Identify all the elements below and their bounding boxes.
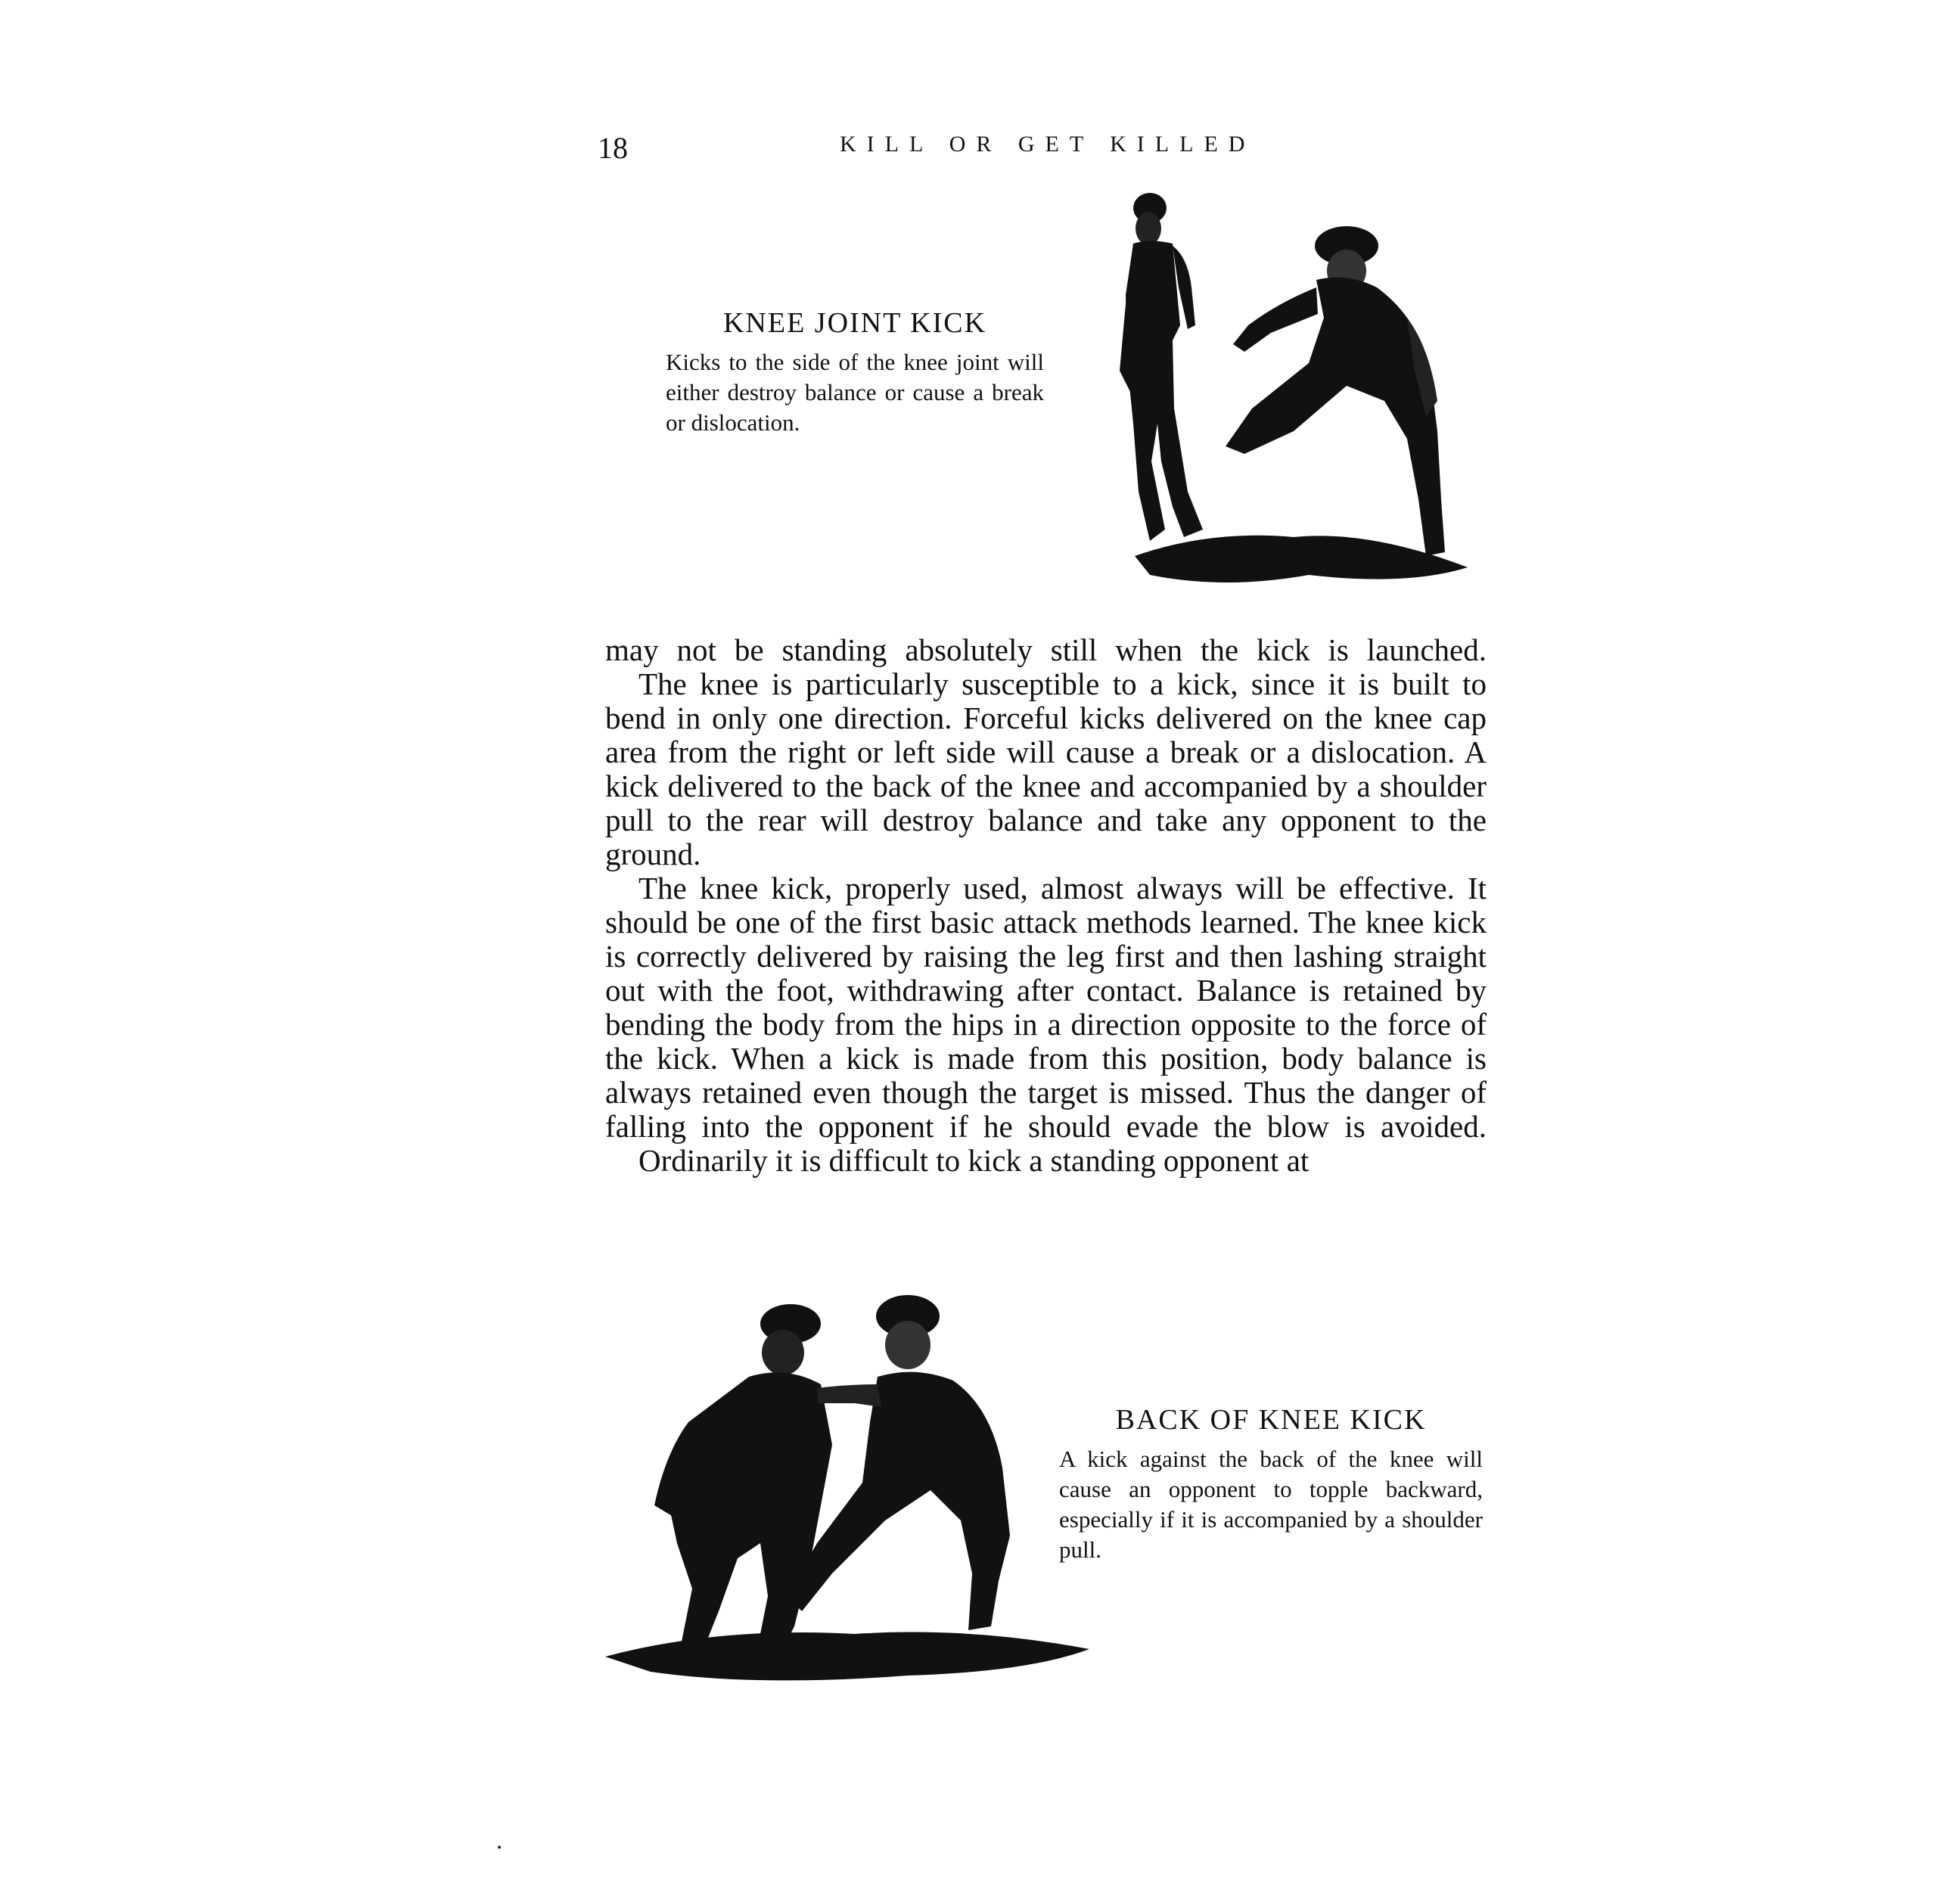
knee-joint-kick-illustration: [1120, 174, 1475, 605]
paragraph: Ordinarily it is difficult to kick a standing opponent at: [638, 1143, 1310, 1178]
running-head: [598, 130, 1490, 175]
running-title: KILL OR GET KILLED: [840, 132, 1256, 157]
paragraph: The knee is particularly susceptible to a kick, since it is built to bend in only one direction. Forceful kicks delivered on the knee cap area from the right or left side will cause a break or a dislocation. A kick delivered to the back of the knee and accompanied by a shoulder pull to the rear will destroy balance and take any opponent to the ground.: [605, 666, 1487, 871]
figure-caption-text: A kick against the back of the knee will cause an opponent to topple backward, especially if it is accompanied by a shoulder pull.: [1059, 1446, 1483, 1563]
back-of-knee-kick-illustration: [605, 1294, 1097, 1717]
back-of-knee-kick-caption: [1059, 1403, 1483, 1565]
figure-title: KNEE JOINT KICK: [722, 307, 987, 339]
figure-caption-text: Kicks to the side of the knee joint will either destroy balance or cause a break or dislocation.: [666, 349, 1044, 436]
paragraph: may not be standing absolutely still when the kick is launched.: [605, 632, 1487, 667]
page-number: 18: [598, 131, 628, 165]
paragraph: The knee kick, properly used, almost always will be effective. It should be one of the first basic attack methods learned. The knee kick is correctly delivered by raising the leg first and then lashing straight out with the foot, withdrawing after contact. Balance is retained by bending the body from the hips in a direction opposite to the force of the kick. When a kick is made from this position, body balance is always retained even though the target is missed. Thus the danger of falling into the opponent if he should evade the blow is avoided.: [605, 871, 1487, 1144]
knee-joint-kick-caption: [666, 306, 1044, 438]
figure-title: BACK OF KNEE KICK: [1115, 1404, 1427, 1436]
stray-ink-mark: [498, 1846, 501, 1849]
body-text: [605, 633, 1487, 1178]
